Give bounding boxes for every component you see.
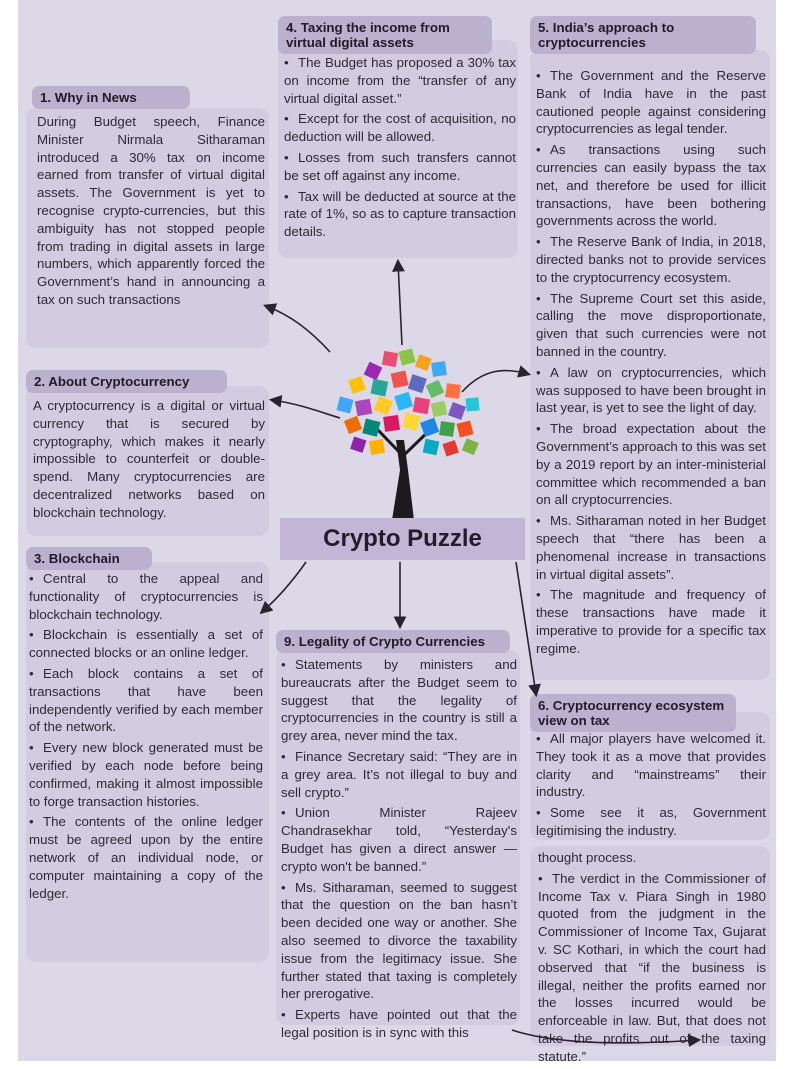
taxing-title: 4. Taxing the income from virtual digital assets <box>278 16 492 54</box>
arrow-to-india-approach <box>462 371 528 392</box>
list-item: • The Government and the Reserve Bank of India have in the past cautioned people against considering cryptocurrencies as legal tender. <box>536 68 766 137</box>
arrow-to-why-in-news <box>266 306 330 352</box>
list-item: • The Reserve Bank of India, in 2018, directed banks not to provide services to the cryptocurrency ecosystem. <box>536 234 766 285</box>
list-item: • Experts have pointed out that the legal position is in sync with this <box>281 1007 517 1040</box>
list-item: • Ms. Sitharaman noted in her Budget speech that “there has been a phenomenal increase in transactions in virtual digital assets”. <box>536 513 766 582</box>
list-item: • Blockchain is essentially a set of connected blocks or an online ledger. <box>29 627 263 661</box>
why-in-news-title: 1. Why in News <box>32 86 190 109</box>
about-crypto-title: 2. About Cryptocurrency <box>26 370 227 393</box>
arrow-to-blockchain <box>262 562 306 612</box>
list-item: • All major players have welcomed it. They took it as a move that provides clarity and “mainstreams” their industry. <box>536 731 766 800</box>
list-item: • The verdict in the Commissioner of Income Tax v. Piara Singh in 1980 quoted from the judgment in the Commissioner of Income Tax, Gujarat v. SC Kothari, in which the court had observed that “if the business is illegal, neither the profits earned nor the losses incurred would be enforceable in law. But, that does not take the profits out of the taxing statute.” <box>538 870 766 1064</box>
list-item: • Central to the appeal and functionality of cryptocurrencies is blockchain technology. <box>29 571 263 622</box>
legality-title: 9. Legality of Crypto Currencies <box>276 630 510 653</box>
india-approach-title: 5. India’s approach to cryptocurrencies <box>530 16 756 54</box>
list-item: • Losses from such transfers cannot be set off against any income. <box>284 149 516 183</box>
ecosystem-title: 6. Cryptocurrency ecosystem view on tax <box>530 694 736 732</box>
list-item: • Ms. Sitharaman, seemed to suggest that the question on the ban hasn’t been decided one way or another. She also seemed to divorce the taxability issue from the legitimacy issue. She further stated that taxing is completely her prerogative. <box>281 879 517 1002</box>
list-item: • Each block contains a set of transactions that have been independently verified by each member of the network. <box>29 665 263 735</box>
list-item: • Every new block generated must be verified by each node before being confirmed, making it almost impossible to forge transaction histories. <box>29 740 263 809</box>
list-item: • The broad expectation about the Government’s approach to this was set by a 2019 report by an inter-ministerial committee which recommended a ban on all cryptocurrencies. <box>536 421 766 508</box>
center-title: Crypto Puzzle <box>280 518 525 560</box>
list-item: • Some see it as, Government legitimising the industry. <box>536 805 766 838</box>
list-item: • Finance Secretary said: “They are in a grey area. It’s not illegal to buy and sell crypto.” <box>281 748 517 800</box>
list-item: • The contents of the online ledger must be agreed upon by the entire network of an individual node, or computer maintaining a copy of the ledger. <box>29 814 263 901</box>
list-item: • The magnitude and frequency of these transactions have made it imperative to provide for a specific tax regime. <box>536 587 766 656</box>
tree-trunk <box>392 440 414 520</box>
about-crypto-text: A cryptocurrency is a digital or virtual currency that is secured by cryptography, which makes it nearly impossible to counterfeit or double-spend. Many cryptocurrencies are decentralized networks based on blockchain technology. <box>33 398 265 520</box>
list-item: • Statements by ministers and bureaucrats after the Budget seem to suggest that the legality of cryptocurrencies in the country is still a grey area, never mind the tax. <box>281 657 517 744</box>
arrow-to-about-crypto <box>272 400 340 418</box>
arrow-to-continuation <box>512 1030 698 1043</box>
list-item: • A law on cryptocurrencies, which was supposed to have been brought in last year, is yet to see the light of day. <box>536 364 766 416</box>
list-item: • Except for the cost of acquisition, no deduction will be allowed. <box>284 111 516 145</box>
list-item: • Tax will be deducted at source at the rate of 1%, so as to capture transaction details. <box>284 188 516 240</box>
arrow-to-taxing <box>398 262 402 345</box>
continuation-lead: thought process. <box>538 850 637 865</box>
list-item: • As transactions using such currencies can easily bypass the tax net, and therefore be used for illicit transactions, have been bothering governments across the world. <box>536 142 766 229</box>
list-item: • The Budget has proposed a 30% tax on income from the “transfer of any virtual digital asset.” <box>284 55 516 106</box>
why-in-news-text: During Budget speech, Finance Minister Nirmala Sitharaman introduced a 30% tax on income earned from transfer of virtual digital assets. The Government is yet to recognise crypto-currencies, but this ambiguity has not stopped people from trading in digital assets in large numbers, which apparently forced the Government’s hand in announcing a tax on such transactions <box>37 114 265 307</box>
list-item: • The Supreme Court set this aside, calling the move disproportionate, given that such currencies were not banned in the country. <box>536 290 766 359</box>
blockchain-title: 3. Blockchain <box>26 547 152 570</box>
arrow-to-ecosystem <box>516 562 536 694</box>
list-item: • Union Minister Rajeev Chandrasekhar told, “Yesterday's Budget has given a direct answer —crypto won't be banned.” <box>281 805 517 874</box>
tree-canopy <box>336 348 479 456</box>
